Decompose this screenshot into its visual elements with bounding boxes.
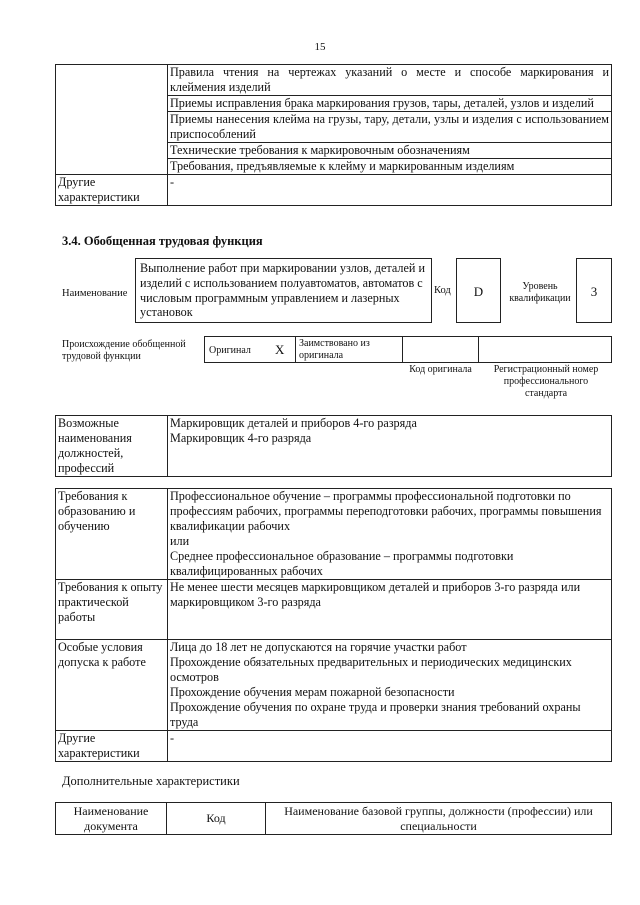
original-mark: X xyxy=(275,342,285,357)
code-original-cell xyxy=(402,336,479,363)
table-row xyxy=(56,731,612,762)
header-code: Код xyxy=(167,803,266,835)
code-value: D xyxy=(456,258,501,323)
requirement-item: или xyxy=(170,534,190,548)
section-title: 3.4. Обобщенная трудовая функция xyxy=(62,234,263,248)
requirement-item: Прохождение обучения по охране труда и проверки знания требований охраны труда xyxy=(170,700,581,729)
table-cell-value: Приемы нанесения клейма на грузы, тару, детали, узлы и изделия с использованием приспособлений xyxy=(168,112,612,143)
reg-number-caption: Регистрационный номер профессионального стандарта xyxy=(493,364,599,399)
positions-table xyxy=(55,415,612,477)
header-base-group: Наименование базовой группы, должности (профессии) или специальности xyxy=(266,803,612,835)
table-row xyxy=(56,489,612,580)
code-original-caption: Код оригинала xyxy=(409,364,472,375)
positions-values xyxy=(168,416,612,477)
table-row xyxy=(56,580,612,640)
requirement-label: Требования к опыту практической работы xyxy=(56,580,168,640)
table-cell-value: Требования, предъявляемые к клейму и маркированным изделиям xyxy=(168,159,612,175)
requirement-label: Другие характеристики xyxy=(56,731,168,762)
requirement-values xyxy=(168,640,612,731)
level-label: Уровень квалификации xyxy=(509,281,571,304)
borrowed-cell: Заимствовано из оригинала xyxy=(295,336,403,363)
requirement-values xyxy=(168,580,612,640)
table-cell-value: Технические требования к маркировочным обозначениям xyxy=(168,143,612,159)
table-row xyxy=(56,803,612,835)
requirements-table xyxy=(55,488,612,762)
reg-number-cell xyxy=(478,336,612,363)
table-row xyxy=(56,65,612,96)
requirement-item: Прохождение обучения мерам пожарной безопасности xyxy=(170,685,455,699)
table-cell-value: Правила чтения на чертежах указаний о месте и способе маркирования и клеймения изделий xyxy=(168,65,612,96)
requirement-item: Профессиональное обучение – программы профессиональной подготовки по профессиям рабочих, программы переподготовки рабочих, программы повышения квалификации рабочих xyxy=(170,489,602,533)
table-cell-label xyxy=(56,65,168,175)
table-cell-label: Другие характеристики xyxy=(56,175,168,206)
requirement-item: Лица до 18 лет не допускаются на горячие участки работ xyxy=(170,640,467,654)
function-name: Выполнение работ при маркировании узлов, деталей и изделий с использованием полуавтоматов, автоматов с числовым программным управлением и лазерных установок xyxy=(135,258,432,323)
requirement-values xyxy=(168,489,612,580)
position-item: Маркировщик 4-го разряда xyxy=(170,431,312,445)
requirement-item: Не менее шести месяцев маркировщиком деталей и приборов 3-го разряда или маркировщиком 3-го разряда xyxy=(170,580,581,609)
additional-title: Дополнительные характеристики xyxy=(62,774,240,788)
page-number: 15 xyxy=(314,41,326,53)
table-cell-value: Приемы исправления брака маркирования грузов, тары, деталей, узлов и изделий xyxy=(168,96,612,112)
code-label: Код xyxy=(434,285,451,296)
knowledge-table xyxy=(55,64,612,206)
origin-label: Происхождение обобщенной трудовой функции xyxy=(62,339,186,362)
table-row xyxy=(56,416,612,477)
positions-label: Возможные наименования должностей, профессий xyxy=(56,416,168,477)
original-label: Оригинал xyxy=(209,345,251,356)
requirement-label: Особые условия допуска к работе xyxy=(56,640,168,731)
name-label: Наименование xyxy=(62,288,128,299)
requirement-label: Требования к образованию и обучению xyxy=(56,489,168,580)
requirement-item: Среднее профессиональное образование – программы подготовки квалифицированных рабочих xyxy=(170,549,514,578)
original-cell xyxy=(204,336,296,363)
requirement-item: Прохождение обязательных предварительных и периодических медицинских осмотров xyxy=(170,655,572,684)
requirement-values xyxy=(168,731,612,762)
level-value: 3 xyxy=(576,258,612,323)
additional-table xyxy=(55,802,612,835)
requirement-item: - xyxy=(170,731,175,745)
table-row xyxy=(56,175,612,206)
position-item: Маркировщик деталей и приборов 4-го разряда xyxy=(170,416,417,430)
table-row xyxy=(56,640,612,731)
table-cell-value: - xyxy=(168,175,612,206)
header-doc-name: Наименование документа xyxy=(56,803,167,835)
